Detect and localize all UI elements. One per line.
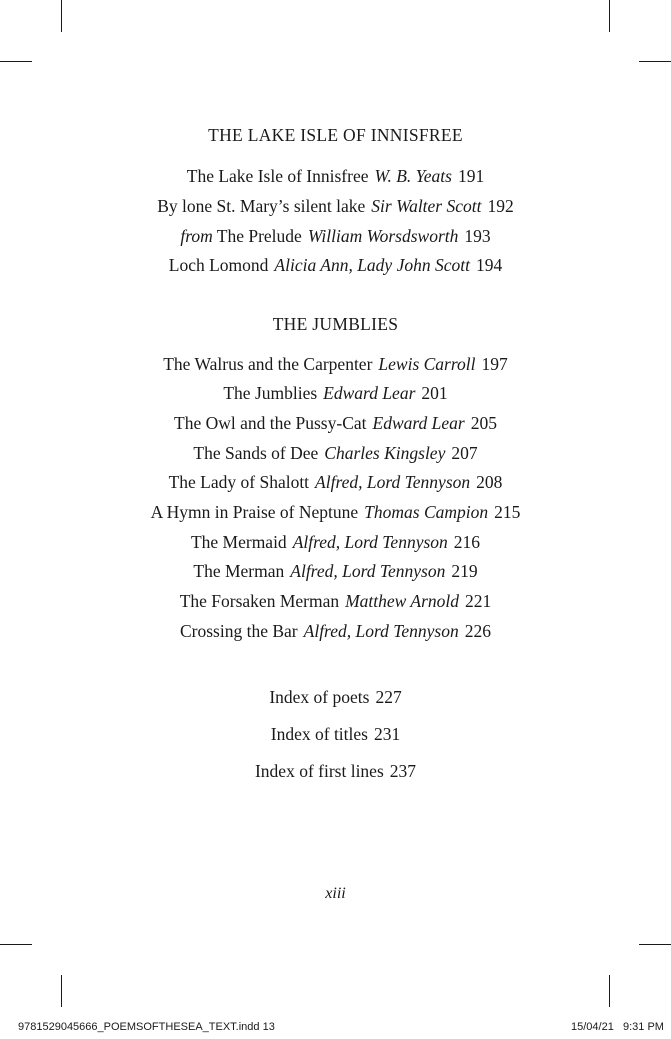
poem-author: W. B. Yeats	[374, 166, 452, 186]
page-number: 208	[476, 472, 503, 492]
page-number: 226	[464, 621, 491, 641]
page-number: 192	[487, 196, 514, 216]
page-number: 191	[457, 166, 485, 186]
toc-entry[interactable]	[0, 255, 671, 276]
toc-entry[interactable]	[0, 166, 671, 187]
poem-title: The Merman	[193, 561, 285, 581]
poem-title: The Jumblies	[223, 383, 318, 403]
poem-title: The Owl and the Pussy-Cat	[174, 413, 367, 433]
poem-title: The Lady of Shalott	[168, 472, 310, 492]
toc-entry[interactable]	[0, 561, 671, 582]
poem-title: The Mermaid	[190, 532, 287, 552]
poem-author: Alfred, Lord Tennyson	[303, 621, 459, 641]
poem-title: The Prelude	[216, 226, 302, 246]
slug-datetime	[571, 1021, 664, 1033]
poem-author: Alicia Ann, Lady John Scott	[274, 255, 470, 275]
toc-entry[interactable]	[0, 196, 671, 217]
toc-entry[interactable]	[0, 502, 671, 523]
index-label: Index of titles	[270, 724, 368, 744]
folio-page-number: xiii	[325, 885, 346, 902]
crop-mark	[61, 0, 62, 32]
toc-entry[interactable]	[0, 383, 671, 404]
poem-author: Lewis Carroll	[378, 354, 476, 374]
toc-entry[interactable]	[0, 226, 671, 247]
page-number: 205	[470, 413, 497, 433]
toc-entry[interactable]	[0, 354, 671, 375]
crop-mark	[0, 944, 32, 945]
poem-prefix: from	[180, 226, 213, 246]
toc-entry[interactable]	[0, 591, 671, 612]
index-entry[interactable]	[0, 761, 671, 782]
crop-mark	[639, 61, 671, 62]
poem-title: Crossing the Bar	[180, 621, 298, 641]
page-number: 227	[375, 687, 402, 707]
page-number: 219	[451, 561, 478, 581]
poem-author: Matthew Arnold	[345, 591, 460, 611]
index-entry[interactable]	[0, 724, 671, 745]
page-number: 237	[389, 761, 417, 781]
poem-author: Alfred, Lord Tennyson	[292, 532, 448, 552]
crop-mark	[609, 0, 610, 32]
poem-title: The Lake Isle of Innisfree	[186, 166, 369, 186]
page-number: 201	[421, 383, 448, 403]
crop-mark	[0, 61, 32, 62]
poem-author: Alfred, Lord Tennyson	[290, 561, 446, 581]
poem-title: The Forsaken Merman	[179, 591, 340, 611]
crop-mark	[639, 944, 671, 945]
index-label: Index of first lines	[254, 761, 384, 781]
page-number: 221	[465, 591, 492, 611]
poem-title: A Hymn in Praise of Neptune	[150, 502, 359, 522]
slug-filename: 9781529045666_POEMSOFTHESEA_TEXT.indd 13	[18, 1021, 275, 1033]
section-title: THE LAKE ISLE OF INNISFREE	[208, 125, 463, 145]
poem-author: Edward Lear	[323, 383, 416, 403]
page-number: 216	[453, 532, 481, 552]
poem-title: Loch Lomond	[168, 255, 269, 275]
toc-entry[interactable]	[0, 621, 671, 642]
page-number: 207	[451, 443, 478, 463]
poem-title: The Walrus and the Carpenter	[163, 354, 373, 374]
page-number: 197	[481, 354, 508, 374]
poem-author: Charles Kingsley	[324, 443, 446, 463]
crop-mark	[61, 975, 62, 1007]
toc-entry[interactable]	[0, 413, 671, 434]
toc-entry[interactable]	[0, 532, 671, 553]
crop-mark	[609, 975, 610, 1007]
slug-time: 9:31 PM	[623, 1021, 664, 1033]
poem-author: Thomas Campion	[364, 502, 489, 522]
poem-author: Alfred, Lord Tennyson	[315, 472, 471, 492]
page-number: 193	[464, 226, 491, 246]
section-title: THE JUMBLIES	[272, 314, 399, 334]
poem-author: Edward Lear	[372, 413, 465, 433]
index-entry[interactable]	[0, 687, 671, 708]
page-number: 215	[494, 502, 521, 522]
page-number: 194	[475, 255, 503, 275]
page-number: 231	[373, 724, 401, 744]
toc-entry[interactable]	[0, 443, 671, 464]
poem-author: Sir Walter Scott	[371, 196, 482, 216]
slug-date: 15/04/21	[571, 1021, 614, 1033]
index-label: Index of poets	[269, 687, 370, 707]
poem-title: By lone St. Mary’s silent lake	[157, 196, 366, 216]
poem-title: The Sands of Dee	[193, 443, 319, 463]
poem-author: William Worsdsworth	[307, 226, 459, 246]
toc-entry[interactable]	[0, 472, 671, 493]
